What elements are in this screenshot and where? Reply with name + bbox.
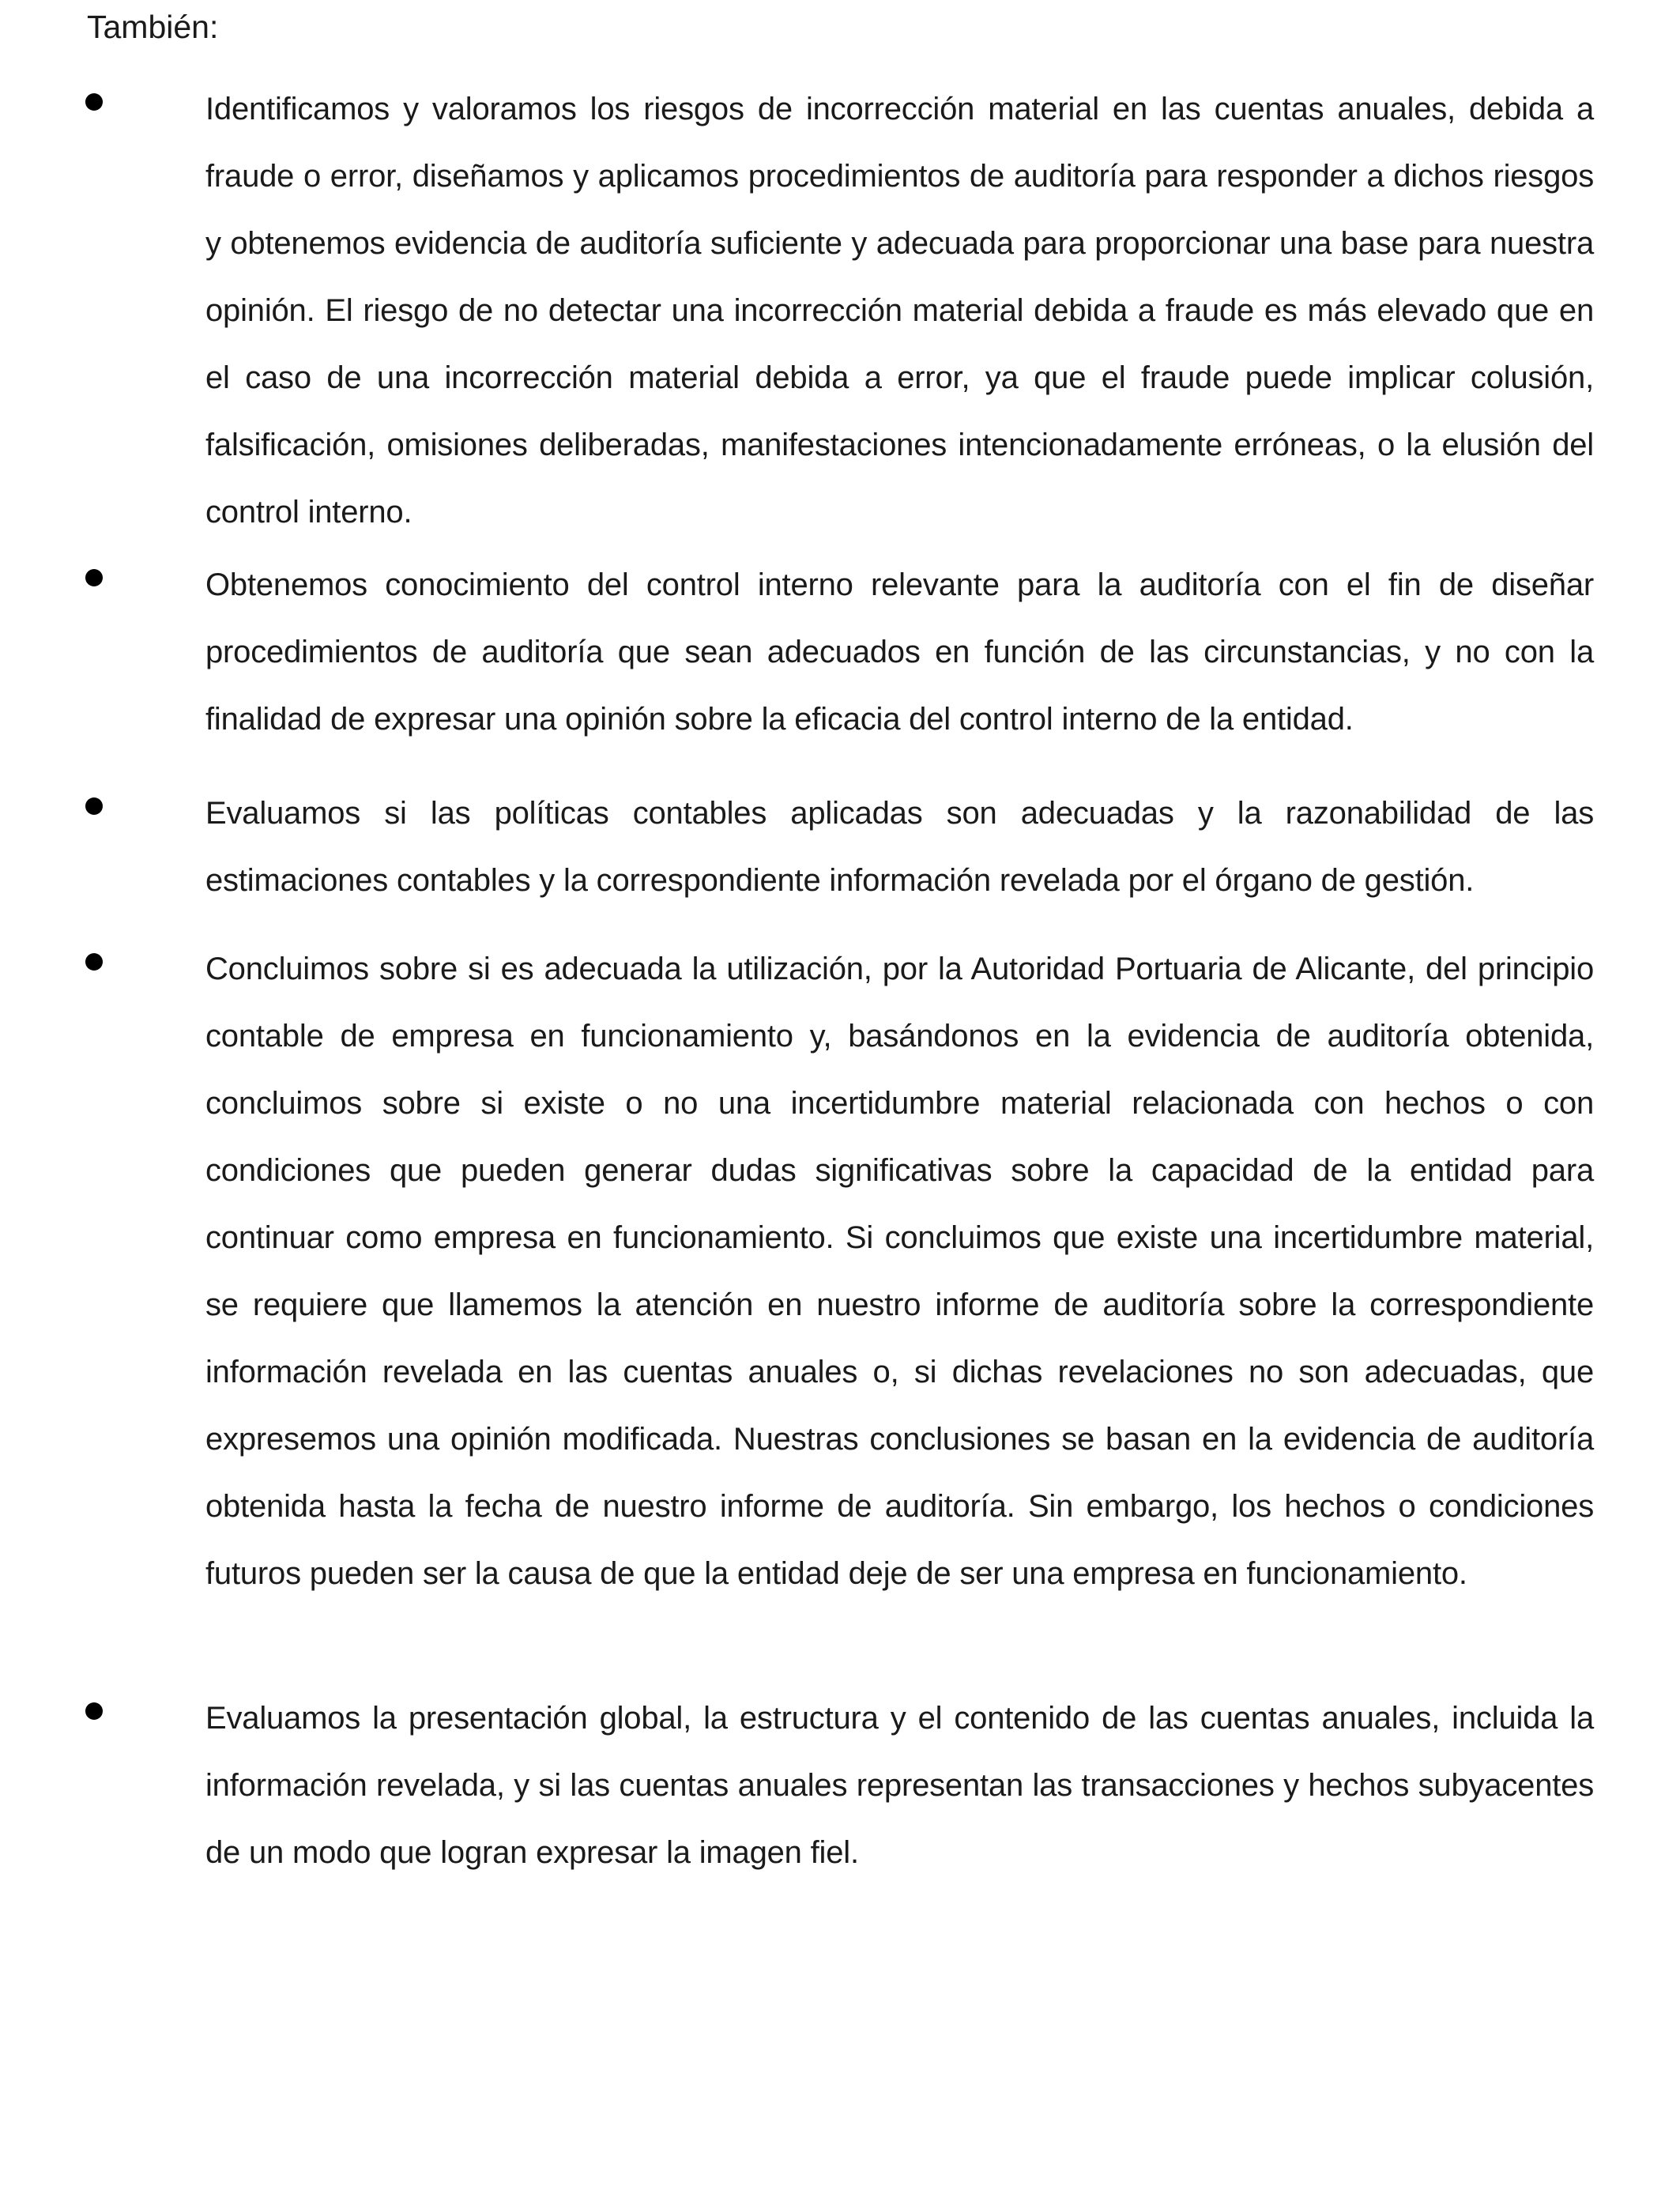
bullet-text: Concluimos sobre si es adecuada la utilización, por la Autoridad Portuaria de Alicante, del principio contable de empresa en funcionamiento y, basándonos en la evidencia de auditoría obtenida, concluimos sobre si existe o no una incertidumbre material relacionada con hechos o con condiciones que pueden generar dudas significativas sobre la capacidad de la entidad para continuar como empresa en funcionamiento. Si concluimos que existe una incertidumbre material, se requiere que llamemos la atención en nuestro informe de auditoría sobre la correspondiente información revelada en las cuentas anuales o, si dichas revelaciones no son adecuadas, que expresemos una opinión modificada. Nuestras conclusiones se basan en la evidencia de auditoría obtenida hasta la fecha de nuestro informe de auditoría. Sin embargo, los hechos o condiciones futuros pueden ser la causa de que la entidad deje de ser una empresa en funcionamiento. (205, 952, 1594, 1591)
bullet-dot-icon (85, 1702, 103, 1720)
bullet-text: Obtenemos conocimiento del control interno relevante para la auditoría con el fin de diseñar procedimientos de auditoría que sean adecuados en función de las circunstancias, y no con la finalidad de expresar una opinión sobre la eficacia del control interno de la entidad. (205, 567, 1594, 737)
bullet-dot-icon (85, 93, 103, 111)
bullet-dot-icon (85, 569, 103, 586)
bullet-text: Evaluamos la presentación global, la estructura y el contenido de las cuentas anuales, incluida la información revelada, y si las cuentas anuales representan las transacciones y hechos subyacentes de un modo que logran expresar la imagen fiel. (205, 1701, 1594, 1870)
bullet-text: Evaluamos si las políticas contables aplicadas son adecuadas y la razonabilidad de las estimaciones contables y la correspondiente información revelada por el órgano de gestión. (205, 796, 1594, 898)
bullet-text: Identificamos y valoramos los riesgos de incorrección material en las cuentas anuales, debida a fraude o error, diseñamos y aplicamos procedimientos de auditoría para responder a dichos riesgos y obtenemos evidencia de auditoría suficiente y adecuada para proporcionar una base para nuestra opinión. El riesgo de no detectar una incorrección material debida a fraude es más elevado que en el caso de una incorrección material debida a error, ya que el fraude puede implicar colusión, falsificación, omisiones deliberadas, manifestaciones intencionadamente erróneas, o la elusión del control interno. (205, 92, 1594, 530)
bullet-dot-icon (85, 797, 103, 815)
intro-heading: También: (87, 9, 219, 45)
bullet-dot-icon (85, 953, 103, 971)
